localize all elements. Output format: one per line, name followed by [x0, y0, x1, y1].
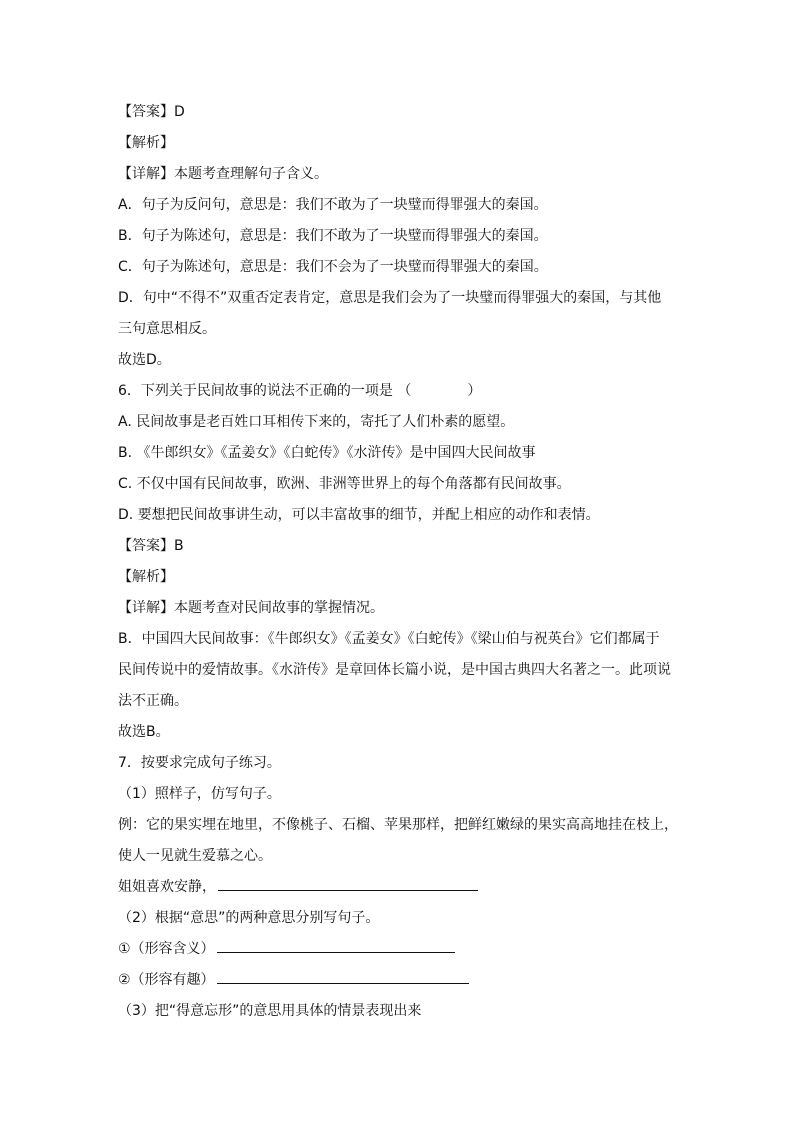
- explanation-c-q5: C．句子为陈述句，意思是：我们不会为了一块璧而得罪强大的秦国。: [118, 259, 548, 275]
- conclusion-q6: 故选B。: [118, 724, 170, 740]
- answer-label-q5: 【答案】D: [118, 104, 185, 120]
- explanation-b-q6: B．中国四大民间故事：《牛郎织女》《孟姜女》《白蛇传》《梁山伯与祝英台》它们都属于: [118, 631, 660, 647]
- question-7: 7．按要求完成句子练习。: [118, 755, 281, 771]
- fill-line-sister: [118, 872, 678, 903]
- subquestion-7-1: （1）照样子，仿写句子。: [118, 786, 281, 802]
- explanation-a-q5: A．句子为反问句，意思是：我们不敢为了一块璧而得罪强大的秦国。: [118, 197, 548, 213]
- example-sentence: 例：它的果实埋在地里，不像桃子、石榴、苹果那样，把鲜红嫩绿的果实高高地挂在枝上，: [118, 817, 678, 833]
- question-6: 6．下列关于民间故事的说法不正确的一项是 （ ）: [118, 383, 482, 399]
- fill-prompt-meaning-2: ②（形容有趣）: [118, 972, 215, 988]
- subquestion-7-2: （2）根据“意思”的两种意思分别写句子。: [118, 910, 380, 926]
- answer-blank-meaning-1[interactable]: [217, 936, 455, 953]
- fill-line-meaning-2: [118, 965, 678, 996]
- explanation-b-q6-cont2: 法不正确。: [118, 693, 188, 709]
- explanation-d-q5: D．句中“不得不”双重否定表肯定，意思是我们会为了一块璧而得罪强大的秦国，与其他: [118, 290, 662, 306]
- fill-prompt-meaning-1: ①（形容含义）: [118, 941, 215, 957]
- fill-prompt-sister: 姐姐喜欢安静，: [118, 879, 216, 895]
- analysis-label-q6: 【解析】: [118, 569, 174, 585]
- detail-q6: 【详解】本题考查对民间故事的掌握情况。: [118, 600, 384, 616]
- answer-blank-sister[interactable]: [218, 874, 478, 891]
- explanation-d-q5-cont: 三句意思相反。: [118, 321, 216, 337]
- option-d-q6: D. 要想把民间故事讲生动，可以丰富故事的细节，并配上相应的动作和表情。: [118, 507, 600, 523]
- option-a-q6: A. 民间故事是老百姓口耳相传下来的，寄托了人们朴素的愿望。: [118, 414, 515, 430]
- option-c-q6: C. 不仅中国有民间故事，欧洲、非洲等世界上的每个角落都有民间故事。: [118, 476, 571, 492]
- example-sentence-cont: 使人一见就生爱慕之心。: [118, 848, 272, 864]
- fill-line-meaning-1: [118, 934, 678, 965]
- explanation-b-q6-cont: 民间传说中的爱情故事。《水浒传》是章回体长篇小说，是中国古典四大名著之一。此项说: [118, 662, 671, 678]
- document-page: [118, 97, 678, 1027]
- analysis-label-q5: 【解析】: [118, 135, 174, 151]
- detail-q5: 【详解】本题考查理解句子含义。: [118, 166, 328, 182]
- subquestion-7-3: （3）把“得意忘形”的意思用具体的情景表现出来: [118, 1003, 422, 1019]
- answer-label-q6: 【答案】B: [118, 538, 184, 554]
- conclusion-q5: 故选D。: [118, 352, 171, 368]
- option-b-q6: B. 《牛郎织女》《孟姜女》《白蛇传》《水浒传》是中国四大民间故事: [118, 445, 536, 461]
- answer-blank-meaning-2[interactable]: [217, 967, 469, 984]
- explanation-b-q5: B．句子为陈述句，意思是：我们不敢为了一块璧而得罪强大的秦国。: [118, 228, 548, 244]
